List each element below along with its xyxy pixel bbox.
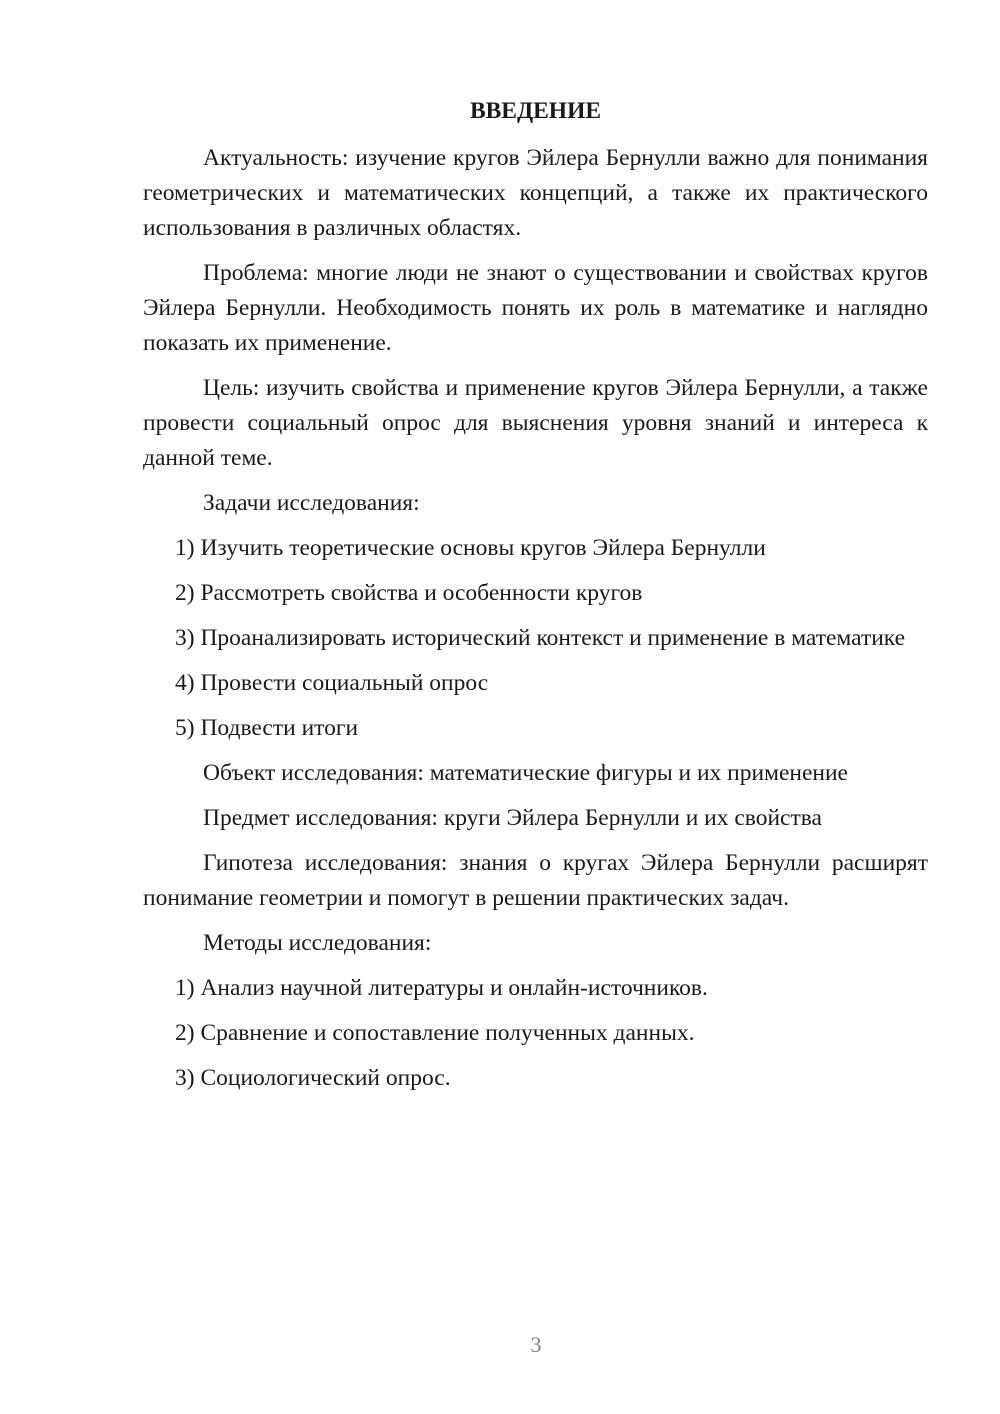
method-item: 3) Социологический опрос. [175,1065,451,1091]
relevance-paragraph: Актуальность: изучение кругов Эйлера Бернулли важно для понимания геометрических и математических концепций, а также их практического использования в различных областях. [143,145,928,241]
problem-paragraph: Проблема: многие люди не знают о существовании и свойствах кругов Эйлера Бернулли. Необходимость понять их роль в математике и наглядно показать их применение. [143,260,928,356]
task-item: 4) Провести социальный опрос [175,670,489,696]
page-number: 3 [530,1332,542,1357]
method-item: 1) Анализ научной литературы и онлайн-источников. [175,975,708,1001]
task-item: 2) Рассмотреть свойства и особенности кругов [175,580,643,606]
task-item: 5) Подвести итоги [175,715,359,741]
methods-heading: Методы исследования: [203,930,432,956]
section-title: ВВЕДЕНИЕ [469,98,602,124]
hypothesis-paragraph: Гипотеза исследования: знания о кругах Эйлера Бернулли расширят понимание геометрии и помогут в решении практических задач. [143,850,928,911]
object-paragraph: Объект исследования: математические фигуры и их применение [203,760,848,786]
subject-paragraph: Предмет исследования: круги Эйлера Бернулли и их свойства [203,805,822,831]
tasks-heading: Задачи исследования: [203,490,420,516]
task-item: 3) Проанализировать исторический контекст и применение в математике [175,625,906,651]
document-body [143,94,928,1106]
goal-paragraph: Цель: изучить свойства и применение кругов Эйлера Бернулли, а также провести социальный опрос для выяснения уровня знаний и интереса к данной теме. [143,375,928,471]
method-item: 2) Сравнение и сопоставление полученных данных. [175,1020,695,1046]
task-item: 1) Изучить теоретические основы кругов Эйлера Бернулли [175,535,766,561]
